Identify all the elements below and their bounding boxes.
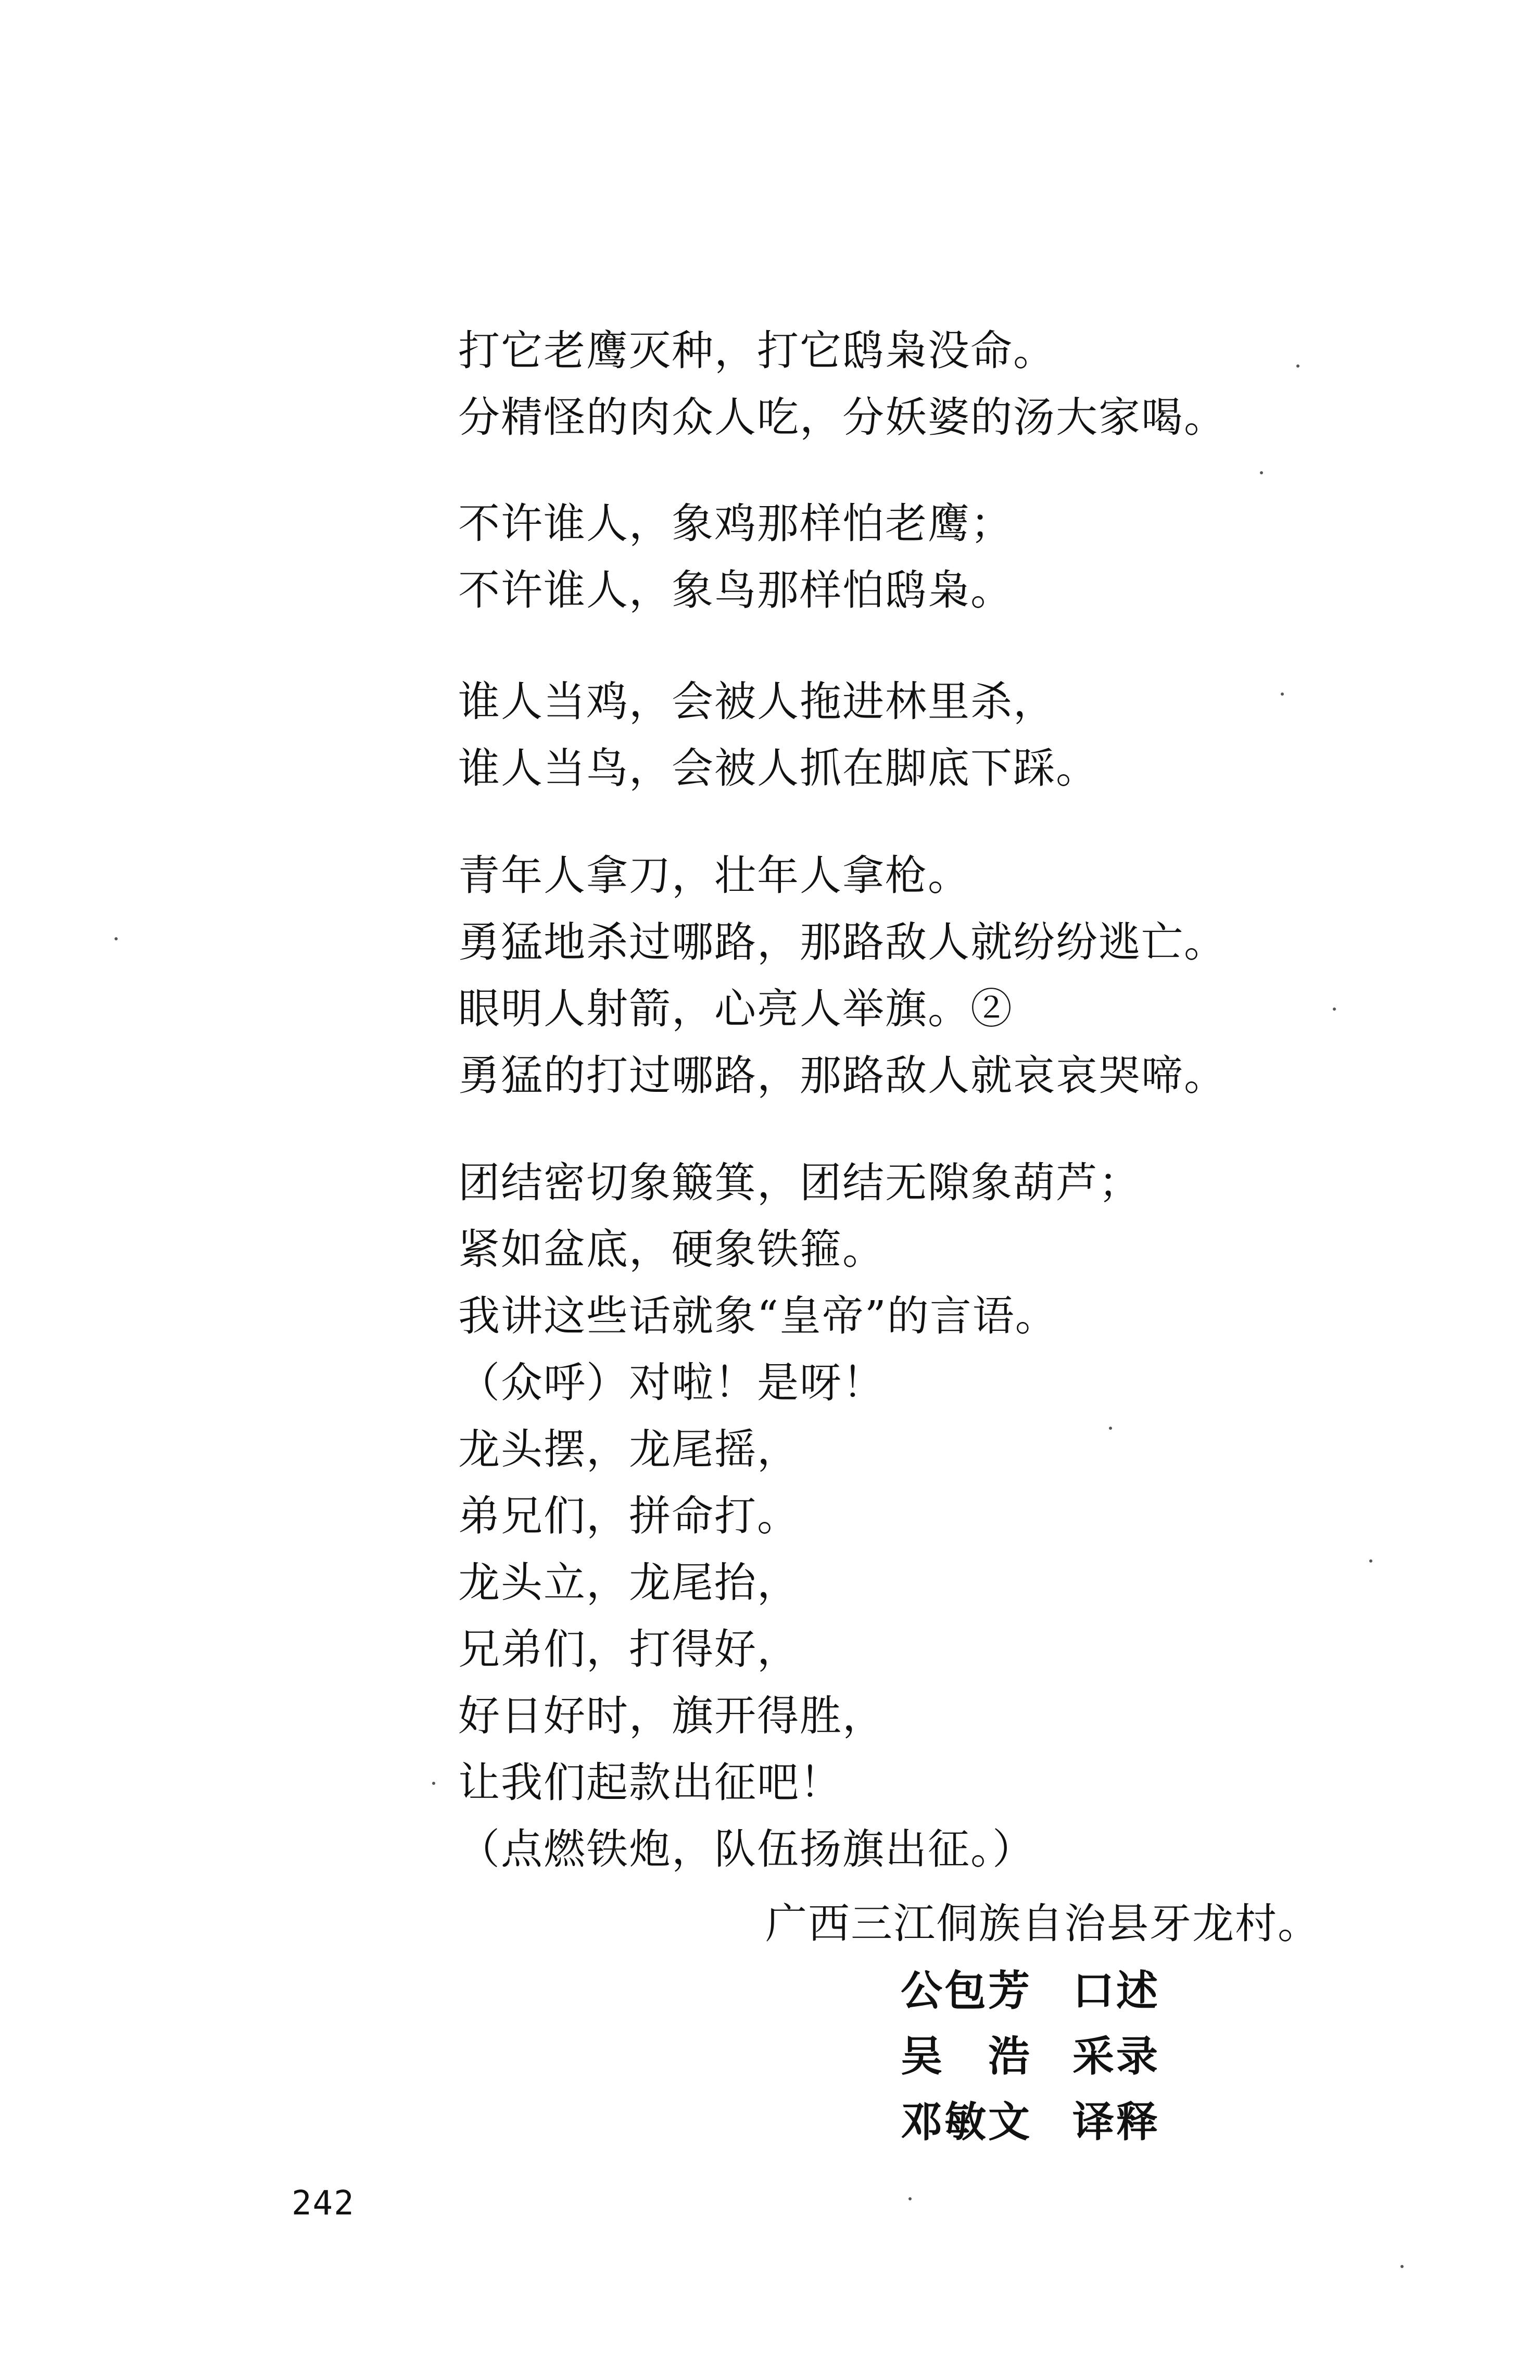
- credit-name: 邓敏文: [901, 2097, 1032, 2146]
- credit-row: [901, 1958, 1320, 2023]
- stanza-5: [458, 1150, 1141, 1883]
- verse-line: 好日好时，旗开得胜，: [458, 1692, 885, 1740]
- verse-line: 不许谁人，象鸟那样怕鸱枭。: [458, 566, 1013, 614]
- verse-line: 弟兄们，拼命打。: [458, 1492, 800, 1540]
- stanza-3: [458, 669, 1099, 802]
- verse-line: 兄弟们，打得好，: [458, 1625, 800, 1673]
- stanza-4: [458, 842, 1227, 1109]
- credit-row: [901, 2023, 1320, 2089]
- verse-line: 眼明人射箭，心亮人举旗。②: [458, 985, 1013, 1033]
- verse-line: 谁人当鸡，会被人拖进林里杀，: [458, 677, 1056, 726]
- scan-speck: [1400, 2265, 1404, 2268]
- credit-name: 吴 浩: [901, 2032, 1032, 2081]
- scan-speck: [1260, 471, 1263, 474]
- credits-block: [765, 1890, 1320, 2155]
- scan-speck: [115, 937, 118, 940]
- scan-speck: [432, 1782, 435, 1785]
- verse-line: 龙头摆，龙尾摇，: [458, 1425, 800, 1474]
- verse-line: 龙头立，龙尾抬，: [458, 1558, 800, 1607]
- verse-line: 紧如盆底，硬象铁箍。: [458, 1225, 885, 1274]
- verse-line: 勇猛的打过哪路，那路敌人就哀哀哭啼。: [458, 1051, 1227, 1100]
- scan-speck: [1296, 364, 1299, 368]
- verse-line: 团结密切象簸箕，团结无隙象葫芦；: [458, 1158, 1141, 1207]
- stanza-2: [458, 490, 1013, 624]
- scan-speck: [1369, 1559, 1372, 1563]
- verse-line: 我讲这些话就象“皇帝”的言语。: [458, 1292, 1058, 1340]
- scan-speck: [1333, 1008, 1336, 1011]
- verse-line: 青年人拿刀，壮年人拿枪。: [458, 851, 970, 900]
- credit-name: 公包芳: [901, 1966, 1032, 2015]
- scan-speck: [908, 2197, 912, 2200]
- verse-line: 分精怪的肉众人吃，分妖婆的汤大家喝。: [458, 393, 1227, 442]
- verse-line: （点燃铁炮，队伍扬旗出征。）: [458, 1825, 1035, 1873]
- verse-line: 勇猛地杀过哪路，那路敌人就纷纷逃亡。: [458, 918, 1227, 966]
- credit-row: [901, 2089, 1320, 2155]
- scan-speck: [1109, 1427, 1112, 1430]
- stanza-1: [458, 318, 1227, 451]
- verse-line: 不许谁人，象鸡那样怕老鹰；: [458, 499, 1013, 548]
- page-number: 242: [292, 2184, 355, 2223]
- credit-role: 采录: [1072, 2032, 1160, 2081]
- scan-speck: [1281, 692, 1284, 696]
- credit-place: 广西三江侗族自治县牙龙村。: [765, 1899, 1320, 1948]
- credit-role: 译释: [1072, 2097, 1160, 2146]
- verse-line: （众呼）对啦！是呀！: [458, 1358, 885, 1407]
- credit-role: 口述: [1072, 1966, 1160, 2015]
- verse-line: 让我们起款出征吧！: [458, 1758, 842, 1807]
- verse-line: 谁人当鸟，会被人抓在脚底下踩。: [458, 744, 1099, 792]
- verse-line: 打它老鹰灭种，打它鸱枭没命。: [458, 326, 1056, 375]
